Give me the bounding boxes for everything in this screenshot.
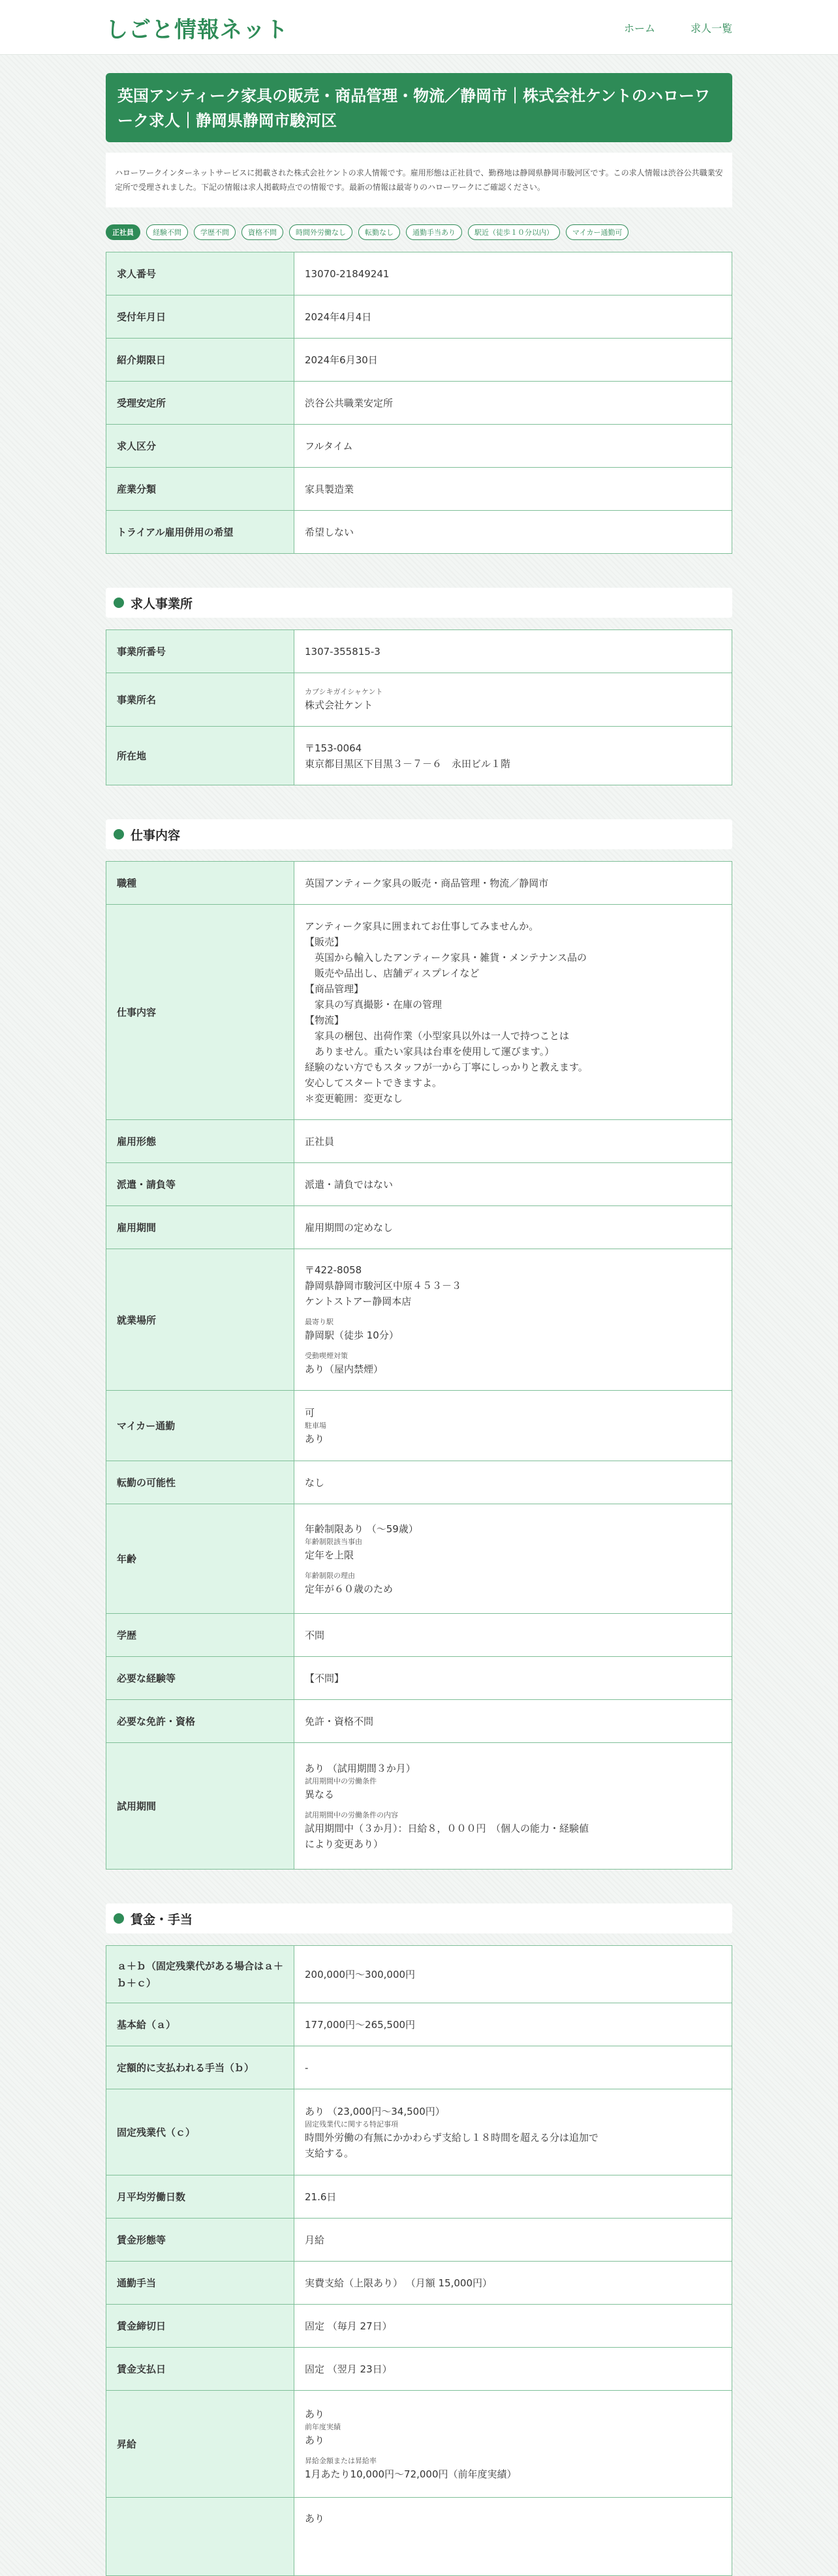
tag-employment-type: 正社員 <box>106 224 140 240</box>
job-desc-line: 【商品管理】 <box>305 982 364 995</box>
sub-label: 受動喫煙対策 <box>305 1352 348 1360</box>
page-title: 英国アンティーク家具の販売・商品管理・物流／静岡市｜株式会社ケントのハローワーク求人｜静岡県静岡市駿河区 <box>106 73 732 142</box>
feature-tags <box>106 224 732 240</box>
age-reason-category: 定年を上限 <box>305 1549 354 1561</box>
row-value <box>294 905 732 1120</box>
row-label: ａ＋ｂ（固定残業代がある場合はａ＋ｂ＋ｃ） <box>106 1946 294 2003</box>
job-desc-line: 家具の写真撮影・在庫の管理 <box>305 998 442 1010</box>
row-label: 賃金支払日 <box>106 2348 294 2391</box>
fixed-overtime-value: あり （23,000円〜34,500円） <box>305 2105 445 2117</box>
spacer <box>305 1343 721 1351</box>
table-row <box>106 2262 732 2305</box>
tag-no-education: 学歴不問 <box>194 224 236 240</box>
row-label: 仕事内容 <box>106 905 294 1120</box>
row-value: 固定 （翌月 23日） <box>294 2348 732 2391</box>
section-dot-icon <box>114 829 124 840</box>
trial-conditions: 異なる <box>305 1788 335 1800</box>
row-value: 正社員 <box>294 1120 732 1163</box>
row-value: 【不問】 <box>294 1657 732 1700</box>
nearest-station: 静岡駅（徒歩 10分） <box>305 1329 399 1341</box>
row-label: 事業所名 <box>106 673 294 727</box>
workplace-name: ケントストアー静岡本店 <box>305 1296 412 1307</box>
table-row <box>106 2391 732 2498</box>
row-value <box>294 1743 732 1870</box>
table-row <box>106 2498 732 2576</box>
row-label: 必要な経験等 <box>106 1657 294 1700</box>
row-label: 求人番号 <box>106 252 294 295</box>
table-row <box>106 1391 732 1461</box>
job-desc-line: 経験のない方でもスタッフが一から丁寧にしっかりと教えます。 <box>305 1061 588 1073</box>
job-desc-line: 【物流】 <box>305 1014 345 1026</box>
row-value: 英国アンティーク家具の販売・商品管理・物流／静岡市 <box>294 862 732 905</box>
row-label: トライアル雇用併用の希望 <box>106 511 294 554</box>
section-title: 賃金・手当 <box>131 1912 193 1927</box>
bonus-value: あり <box>305 2513 325 2524</box>
table-row <box>106 2003 732 2046</box>
row-value: 2024年6月30日 <box>294 339 732 382</box>
row-label: 雇用形態 <box>106 1120 294 1163</box>
row-label: 転勤の可能性 <box>106 1461 294 1504</box>
row-label: 受付年月日 <box>106 295 294 339</box>
raise-amount: 1月あたり10,000円〜72,000円（前年度実績） <box>305 2468 517 2480</box>
row-label: 産業分類 <box>106 468 294 511</box>
row-label: 年齢 <box>106 1504 294 1614</box>
address: 東京都目黒区下目黒３－７－６ 永田ビル１階 <box>305 757 511 770</box>
table-row <box>106 862 732 905</box>
raise-value: あり <box>305 2408 325 2420</box>
table-row <box>106 1249 732 1391</box>
job-desc-line: ありません。重たい家具は台車を使用して運びます。） <box>305 1045 555 1057</box>
row-label: 月平均労働日数 <box>106 2175 294 2219</box>
row-label <box>106 2498 294 2576</box>
section-heading-job <box>106 819 732 849</box>
row-label: 定額的に支払われる手当（ｂ） <box>106 2046 294 2089</box>
row-label: 受理安定所 <box>106 382 294 425</box>
table-row <box>106 1700 732 1743</box>
row-value: 177,000円〜265,500円 <box>294 2003 732 2046</box>
postal-code: 〒153-0064 <box>305 742 362 754</box>
row-value: 13070-21849241 <box>294 252 732 295</box>
office-info-table <box>106 629 732 785</box>
row-label: 昇給 <box>106 2391 294 2498</box>
table-row <box>106 1946 732 2003</box>
company-kana: カブシキガイシャケント <box>305 687 383 696</box>
row-label: 雇用期間 <box>106 1206 294 1249</box>
row-label: マイカー通勤 <box>106 1391 294 1461</box>
spacer <box>305 1309 721 1317</box>
tag-commute-allowance: 通勤手当あり <box>406 224 462 240</box>
sub-label: 駐車場 <box>305 1421 326 1430</box>
section-heading-office <box>106 588 732 618</box>
row-value <box>294 2089 732 2175</box>
row-value: 1307-355815-3 <box>294 630 732 673</box>
section-title: 求人事業所 <box>131 596 193 611</box>
spacer <box>305 1802 721 1810</box>
row-label: 学歴 <box>106 1614 294 1657</box>
table-row <box>106 727 732 785</box>
site-header <box>0 0 838 55</box>
tag-car-commute: マイカー通勤可 <box>566 224 628 240</box>
tag-no-transfer: 転勤なし <box>358 224 400 240</box>
row-label: 紹介期限日 <box>106 339 294 382</box>
table-row <box>106 339 732 382</box>
job-desc-line: 【販売】 <box>305 935 345 948</box>
row-label: 賃金形態等 <box>106 2219 294 2262</box>
row-value <box>294 1249 732 1391</box>
row-value: - <box>294 2046 732 2089</box>
fixed-overtime-note: 時間外労働の有無にかかわらず支給し１８時間を超える分は追加で <box>305 2131 599 2144</box>
fixed-overtime-note: 支給する。 <box>305 2147 354 2159</box>
row-label: 派遣・請負等 <box>106 1163 294 1206</box>
job-desc-line: 英国から輸入したアンティーク家具・雑貨・メンテナンス品の <box>305 951 587 963</box>
row-value: フルタイム <box>294 425 732 468</box>
sub-label: 最寄り駅 <box>305 1318 334 1326</box>
table-row <box>106 1743 732 1870</box>
section-heading-wage <box>106 1903 732 1933</box>
car-commute-value: 可 <box>305 1406 315 1419</box>
row-value <box>294 727 732 785</box>
row-value: 雇用期間の定めなし <box>294 1206 732 1249</box>
table-row <box>106 1504 732 1614</box>
sub-label: 固定残業代に関する特記事項 <box>305 2119 398 2129</box>
row-label: 求人区分 <box>106 425 294 468</box>
row-value: なし <box>294 1461 732 1504</box>
job-desc-line: 安心してスタートできますよ。 <box>305 1076 442 1089</box>
table-row <box>106 295 732 339</box>
site-logo[interactable]: しごと情報ネット <box>106 16 288 43</box>
sub-label: 前年度実績 <box>305 2422 341 2431</box>
table-row <box>106 1657 732 1700</box>
row-label: 事業所番号 <box>106 630 294 673</box>
row-label: 固定残業代（ｃ） <box>106 2089 294 2175</box>
row-value: 希望しない <box>294 511 732 554</box>
job-desc-line: 販売や品出し、店舗ディスプレイなど <box>305 967 480 979</box>
row-value: 免許・資格不問 <box>294 1700 732 1743</box>
row-label: 所在地 <box>106 727 294 785</box>
sub-label: 試用期間中の労働条件 <box>305 1776 377 1785</box>
row-label: 職種 <box>106 862 294 905</box>
main-content <box>106 55 732 2576</box>
row-value: 渋谷公共職業安定所 <box>294 382 732 425</box>
table-row <box>106 2046 732 2089</box>
row-label: 通勤手当 <box>106 2262 294 2305</box>
table-row <box>106 2219 732 2262</box>
job-desc-line: 家具の梱包、出荷作業（小型家具以外は一人で持つことは <box>305 1029 570 1042</box>
row-label: 基本給（ａ） <box>106 2003 294 2046</box>
trial-details-line: 試用期間中（３か月）：日給８，０００円 （個人の能力・経験値 <box>305 1822 589 1834</box>
nav-jobs-link[interactable]: 求人一覧 <box>690 22 732 35</box>
sub-label: 試用期間中の労働条件の内容 <box>305 1810 398 1819</box>
table-row <box>106 252 732 295</box>
table-row <box>106 1163 732 1206</box>
section-dot-icon <box>114 1913 124 1924</box>
tag-near-station: 駅近（徒歩１０分以内） <box>468 224 560 240</box>
workplace-postal: 〒422-8058 <box>305 1264 362 1276</box>
table-row <box>106 1120 732 1163</box>
trial-period: あり （試用期間３か月） <box>305 1762 416 1774</box>
row-value: 200,000円〜300,000円 <box>294 1946 732 2003</box>
row-value <box>294 2498 732 2576</box>
row-value: 不問 <box>294 1614 732 1657</box>
table-row <box>106 511 732 554</box>
sub-label: 年齢制限該当事由 <box>305 1537 362 1546</box>
row-value: 2024年4月4日 <box>294 295 732 339</box>
basic-info-table <box>106 252 732 554</box>
tag-no-experience: 経験不問 <box>146 224 188 240</box>
table-row <box>106 905 732 1120</box>
age-limit: 年齢制限あり （～59歳） <box>305 1523 418 1535</box>
trial-details-line: により変更あり） <box>305 1838 384 1850</box>
sub-label: 昇給金額または昇給率 <box>305 2456 377 2465</box>
table-row <box>106 1206 732 1249</box>
table-row <box>106 2175 732 2219</box>
job-desc-line: アンティーク家具に囲まれてお仕事してみませんか。 <box>305 920 539 932</box>
row-label: 試用期間 <box>106 1743 294 1870</box>
parking-value: あり <box>305 1432 325 1445</box>
row-value: 派遣・請負ではない <box>294 1163 732 1206</box>
table-row <box>106 425 732 468</box>
row-label: 必要な免許・資格 <box>106 1700 294 1743</box>
wage-info-table <box>106 1945 732 2576</box>
table-row <box>106 1461 732 1504</box>
row-value: 21.6日 <box>294 2175 732 2219</box>
tag-no-overtime: 時間外労働なし <box>289 224 352 240</box>
row-value <box>294 1391 732 1461</box>
job-description-summary: ハローワークインターネットサービスに掲載された株式会社ケントの求人情報です。雇用形態は正社員で、勤務地は静岡県静岡市駿河区です。この求人情報は渋谷公共職業安定所で受理されました。下記の情報は求人掲載時点での情報です。最新の情報は最寄りのハローワークにご確認ください。 <box>106 153 732 207</box>
table-row <box>106 673 732 727</box>
row-label: 就業場所 <box>106 1249 294 1391</box>
row-value: 月給 <box>294 2219 732 2262</box>
row-value: 固定 （毎月 27日） <box>294 2305 732 2348</box>
sub-label: 年齢制限の理由 <box>305 1571 355 1580</box>
smoking-policy: あり（屋内禁煙） <box>305 1363 384 1375</box>
main-nav <box>624 20 732 35</box>
row-value: 家具製造業 <box>294 468 732 511</box>
table-row <box>106 1614 732 1657</box>
section-dot-icon <box>114 598 124 608</box>
job-desc-line: ＊変更範囲：変更なし <box>305 1092 403 1104</box>
table-row <box>106 2305 732 2348</box>
nav-home-link[interactable]: ホーム <box>623 22 655 35</box>
company-name: 株式会社ケント <box>305 699 373 711</box>
table-row <box>106 2348 732 2391</box>
section-title: 仕事内容 <box>131 828 181 843</box>
spacer <box>305 2448 721 2456</box>
age-reason: 定年が６０歳のため <box>305 1583 394 1595</box>
raise-last-year: あり <box>305 2434 325 2446</box>
table-row <box>106 382 732 425</box>
tag-no-qualification: 資格不問 <box>241 224 283 240</box>
row-value: 実費支給（上限あり） （月額 15,000円） <box>294 2262 732 2305</box>
table-row <box>106 2089 732 2175</box>
row-label: 賃金締切日 <box>106 2305 294 2348</box>
row-value <box>294 1504 732 1614</box>
job-info-table <box>106 861 732 1870</box>
row-value <box>294 673 732 727</box>
table-row <box>106 468 732 511</box>
row-value <box>294 2391 732 2498</box>
workplace-address: 静岡県静岡市駿河区中原４５３－３ <box>305 1280 462 1292</box>
spacer <box>305 1563 721 1571</box>
table-row <box>106 630 732 673</box>
